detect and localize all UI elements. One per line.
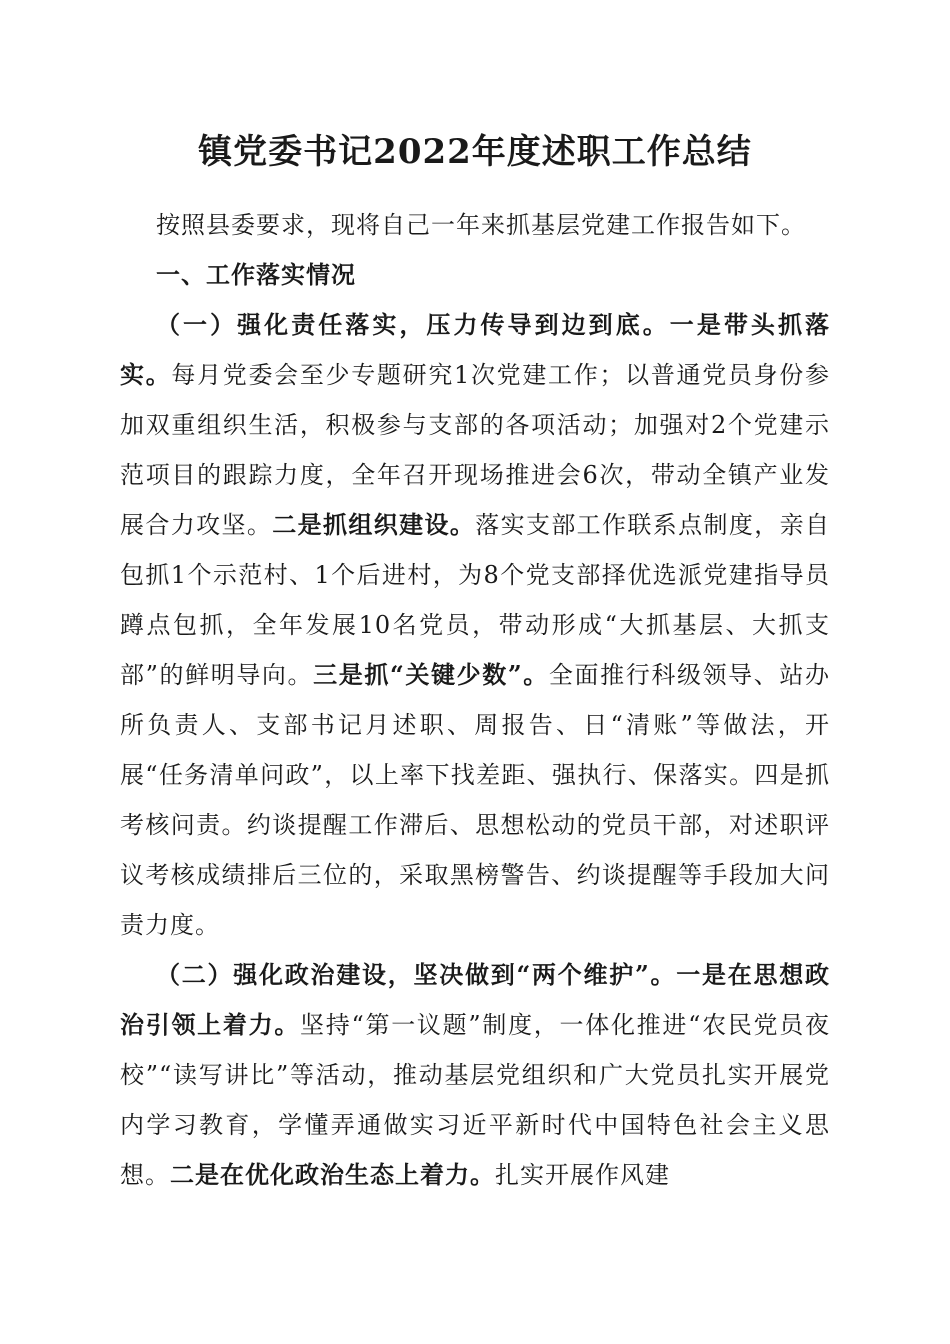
point-text: 落实支部工作联系点制度，亲自包抓1个示范村、1个后进村，为8个党支部择优选派党建指导员蹲点包抓，全年发展10名党员，带动形成“大抓基层、大抓支部”的鲜明导向。 — [120, 511, 831, 689]
point-text: 每月党委会至少专题研究1次党建工作；以普通党员身份参加双重组织生活，积极参与支部的各项活动；加强对2个党建示范项目的跟踪力度，全年召开现场推进会6次，带动全镇产业发展合力攻坚。 — [120, 361, 830, 539]
point-label: 一是在思想政治引领上着力。 — [120, 960, 831, 1039]
point-text: 扎实开展作风建 — [495, 1161, 670, 1189]
paragraph-responsibility — [120, 300, 830, 950]
intro-text: 按照县委要求，现将自己一年来抓基层党建工作报告如下。 — [156, 211, 806, 239]
point-label: 二是在优化政治生态上着力。 — [170, 1160, 495, 1189]
point-text: 坚持“第一议题”制度，一体化推进“农民党员夜校”“读写讲比”等活动，推动基层党组织和广大党员扎实开展党内学习教育，学懂弄通做实习近平新时代中国特色社会主义思想。 — [120, 1011, 830, 1189]
intro-paragraph — [120, 200, 830, 250]
section-heading — [120, 250, 830, 300]
point-text: 全面推行科级领导、站办所负责人、支部书记月述职、周报告、日“清账”等做法，开展“任务清单问政”，以上率下找差距、强执行、保落实。四是抓考核问责。约谈提醒工作滞后、思想松动的党员干部，对述职评议考核成绩排后三位的，采取黑榜警告、约谈提醒等手段加大问责力度。 — [120, 661, 831, 939]
point-label: 一是带头抓落实。 — [120, 310, 831, 389]
point-label: 二是抓组织建设。 — [272, 510, 476, 539]
document-body — [120, 200, 830, 1200]
section-heading-text: 一、工作落实情况 — [156, 260, 356, 289]
paragraph-lead: （一）强化责任落实，压力传导到边到底。 — [156, 310, 670, 339]
paragraph-political — [120, 950, 830, 1200]
paragraph-lead: （二）强化政治建设，坚决做到“两个维护”。 — [156, 960, 677, 989]
point-label: 三是抓“关键少数”。 — [313, 660, 549, 689]
document-title: 镇党委书记2022年度述职工作总结 — [198, 132, 752, 172]
